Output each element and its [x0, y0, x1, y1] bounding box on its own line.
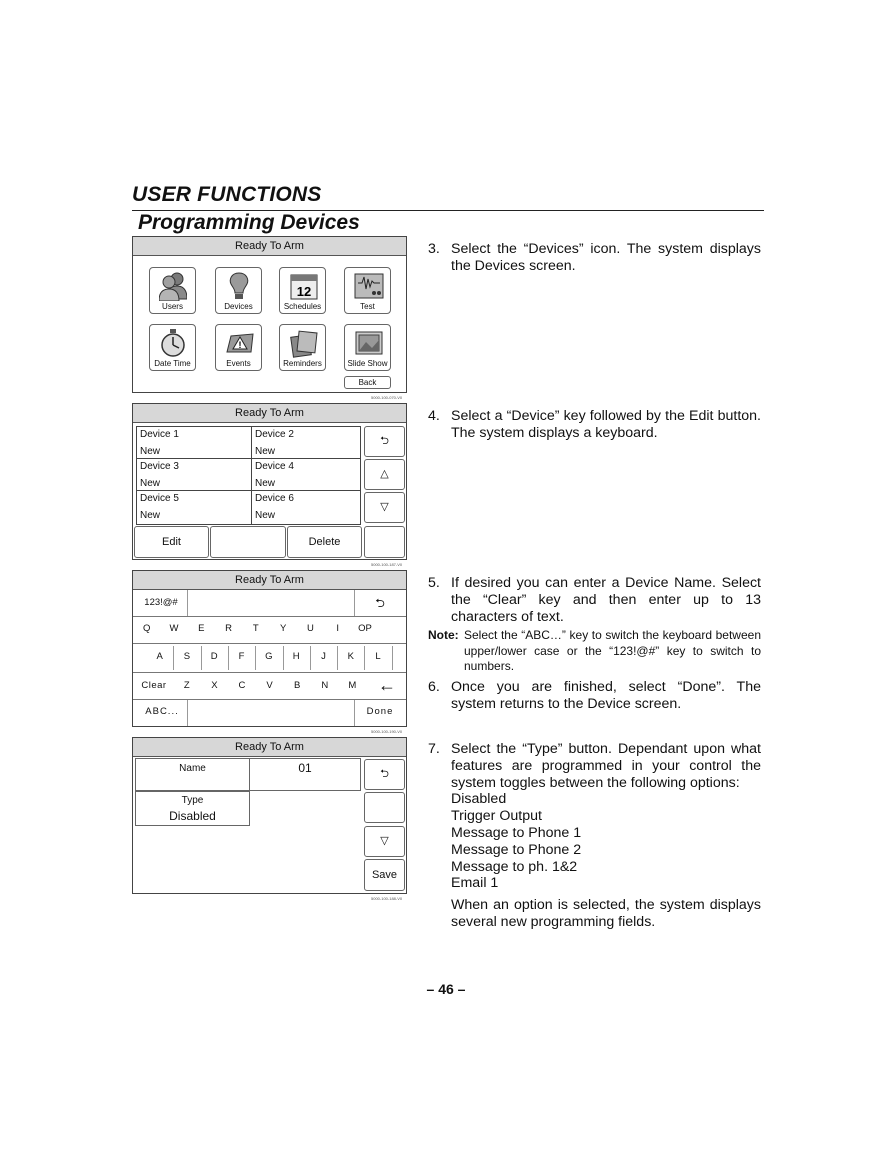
test-label: Test [360, 302, 375, 311]
letter-key[interactable]: R [225, 623, 232, 634]
blank-button[interactable] [210, 526, 286, 558]
device-name: Device 5 [140, 493, 179, 504]
events-button[interactable] [215, 324, 262, 371]
letter-key[interactable]: T [252, 623, 259, 634]
triangle-down-icon: ▽ [380, 835, 389, 847]
triangle-down-icon: ▽ [380, 501, 389, 513]
step-4 [428, 408, 761, 442]
device-status: New [140, 446, 161, 457]
figure-code: 5000-100-188-V0 [371, 896, 403, 901]
letter-key[interactable]: M [348, 680, 357, 691]
abc-key[interactable]: ABC... [145, 706, 179, 717]
key-row-divider [133, 672, 406, 673]
step-number: 5. [428, 575, 440, 591]
name-value: 01 [298, 761, 312, 775]
option-email-1: Email 1 [451, 875, 499, 892]
back-button[interactable] [364, 759, 405, 790]
page-number: – 46 – [426, 981, 466, 997]
letter-key[interactable]: OP [358, 623, 372, 634]
device-name: Device 1 [140, 429, 179, 440]
return-arrow-icon: ⮌ [380, 435, 389, 447]
letter-key[interactable]: B [294, 680, 301, 691]
device-status: New [255, 478, 276, 489]
scroll-down-button[interactable] [364, 826, 405, 857]
backspace-key[interactable] [355, 592, 405, 614]
device-key-4[interactable] [251, 458, 361, 491]
letter-key[interactable]: D [210, 651, 218, 662]
menu-screen [132, 236, 407, 393]
lightbulb-icon [225, 271, 253, 301]
users-button[interactable] [149, 267, 196, 314]
letter-key[interactable]: F [238, 651, 245, 662]
devices-screen [132, 403, 407, 560]
picture-icon [354, 328, 384, 358]
blank-button[interactable] [364, 526, 405, 558]
device-key-2[interactable] [251, 426, 361, 459]
device-key-5[interactable] [136, 490, 252, 525]
step-text: Select a “Device” key followed by the Edit button. The system displays a keyboard. [451, 408, 761, 441]
letter-key[interactable]: W [169, 623, 179, 634]
stopwatch-icon [159, 328, 187, 358]
type-button[interactable] [135, 791, 250, 826]
svg-text:!: ! [238, 340, 242, 350]
step-5 [428, 575, 761, 625]
letter-key[interactable]: I [336, 623, 340, 634]
events-label: Events [226, 359, 251, 368]
triangle-up-icon: △ [380, 468, 389, 480]
option-message-phone-1: Message to Phone 1 [451, 824, 582, 841]
scroll-up-button[interactable] [364, 459, 405, 490]
type-value: Disabled [169, 809, 216, 823]
back-button[interactable] [364, 426, 405, 457]
option-message-ph-1-2: Message to ph. 1&2 [451, 858, 578, 875]
figure-code: 5000-100-187-V0 [371, 562, 403, 567]
screen-status-header: Ready To Arm [133, 571, 406, 590]
device-name: Device 4 [255, 461, 294, 472]
users-icon [159, 271, 187, 301]
letter-key[interactable]: X [211, 680, 218, 691]
device-key-1[interactable] [136, 426, 252, 459]
note-text: Select the “ABC…” key to switch the keyboard between upper/lower case or the “123!@#” key to switch to numbers. [464, 628, 761, 673]
letter-key[interactable]: J [321, 651, 326, 662]
name-label: Name [179, 763, 206, 774]
note-label: Note: [428, 628, 459, 642]
device-name: Device 6 [255, 493, 294, 504]
letter-key[interactable]: C [238, 680, 246, 691]
devices-button[interactable] [215, 267, 262, 314]
schedules-label: Schedules [283, 302, 322, 311]
clear-key[interactable]: Clear [141, 680, 167, 691]
figure-code: 5000-100-190-V0 [371, 729, 403, 734]
letter-key[interactable]: L [375, 651, 381, 662]
slide-show-button[interactable] [344, 324, 391, 371]
step-number: 3. [428, 241, 440, 257]
step-7 [428, 741, 761, 931]
subsection-title: Programming Devices [138, 211, 360, 234]
schedules-button[interactable] [279, 267, 326, 314]
letter-key[interactable]: G [265, 651, 273, 662]
step-text: If desired you can enter a Device Name. Select the “Clear” key and then enter up to 13 characters of text. [451, 575, 761, 625]
screen-status-header: Ready To Arm [133, 404, 406, 423]
letter-key[interactable]: H [292, 651, 300, 662]
keyboard-screen [132, 570, 407, 727]
letter-key[interactable]: Y [279, 623, 287, 634]
calendar-icon [289, 271, 319, 301]
option-message-phone-2: Message to Phone 2 [451, 841, 582, 858]
delete-left-key[interactable] [369, 674, 405, 696]
device-edit-screen [132, 737, 407, 894]
warning-icon [225, 328, 255, 358]
slide-show-label: Slide Show [347, 359, 388, 368]
step-number: 6. [428, 679, 440, 695]
screen-status-header: Ready To Arm [133, 738, 406, 757]
return-arrow-icon: ⮌ [380, 768, 389, 780]
scroll-down-button[interactable] [364, 492, 405, 523]
letter-key[interactable]: Z [183, 680, 190, 691]
calendar-day-number: 12 [296, 284, 312, 299]
key-row-divider [133, 616, 406, 617]
option-disabled: Disabled [451, 791, 507, 808]
name-value-field[interactable] [249, 758, 361, 791]
letter-key[interactable]: V [266, 680, 273, 691]
delete-button[interactable]: Delete [287, 526, 362, 558]
date-time-button[interactable] [149, 324, 196, 371]
device-name: Device 2 [255, 429, 294, 440]
device-status: New [140, 478, 161, 489]
edit-button[interactable]: Edit [134, 526, 209, 558]
save-button[interactable]: Save [364, 859, 405, 891]
symbols-key[interactable]: 123!@# [144, 597, 178, 608]
key-row-3 [173, 675, 367, 699]
keyboard-note [428, 628, 761, 675]
screen-status-header: Ready To Arm [133, 237, 406, 256]
device-key-6[interactable] [251, 490, 361, 525]
blank-button[interactable] [364, 792, 405, 823]
device-status: New [255, 510, 276, 521]
letter-key[interactable]: Q [142, 623, 151, 634]
step-text: Once you are finished, select “Done”. The system returns to the Device screen. [451, 679, 761, 712]
key-divider [392, 646, 393, 670]
key-row-2 [133, 646, 406, 670]
notes-icon [289, 328, 319, 358]
step-text-after: When an option is selected, the system displays several new programming fields. [451, 897, 761, 930]
step-3 [428, 241, 761, 275]
step-text-intro: Select the “Type” button. Dependant upon what features are programmed in your control the system toggles between the following options: [451, 741, 761, 791]
key-row-1 [133, 618, 406, 642]
step-number: 4. [428, 408, 440, 424]
letter-key[interactable]: E [198, 623, 205, 634]
letter-key[interactable]: K [347, 651, 354, 662]
step-text: Select the “Devices” icon. The system displays the Devices screen. [451, 241, 761, 274]
key-row-divider [133, 643, 406, 644]
figure-code: 5000-100-070-V0 [371, 395, 403, 400]
letter-key[interactable]: U [307, 623, 314, 634]
letter-key[interactable]: N [321, 680, 329, 691]
device-key-3[interactable] [136, 458, 252, 491]
device-status: New [140, 510, 161, 521]
option-trigger-output: Trigger Output [451, 808, 542, 825]
test-meter-icon [354, 271, 384, 301]
users-label: Users [162, 302, 183, 311]
step-6 [428, 679, 761, 713]
done-key[interactable]: Done [366, 706, 394, 717]
back-button[interactable]: Back [344, 376, 391, 389]
name-button[interactable] [135, 758, 250, 791]
reminders-label: Reminders [283, 359, 322, 368]
date-time-label: Date Time [154, 359, 191, 368]
device-status: New [255, 446, 276, 457]
step-number: 7. [428, 741, 440, 757]
letter-key[interactable]: A [156, 651, 163, 662]
devices-label: Devices [224, 302, 253, 311]
name-entry-field[interactable] [187, 590, 355, 616]
space-key[interactable] [187, 700, 355, 726]
return-arrow-icon: ⮌ [375, 596, 385, 610]
test-button[interactable] [344, 267, 391, 314]
reminders-button[interactable] [279, 324, 326, 371]
arrow-left-icon: ← [378, 675, 396, 695]
device-name: Device 3 [140, 461, 179, 472]
letter-key[interactable]: S [183, 651, 191, 662]
type-label: Type [181, 795, 204, 806]
section-title: USER FUNCTIONS [132, 183, 322, 206]
step-text [451, 741, 761, 931]
